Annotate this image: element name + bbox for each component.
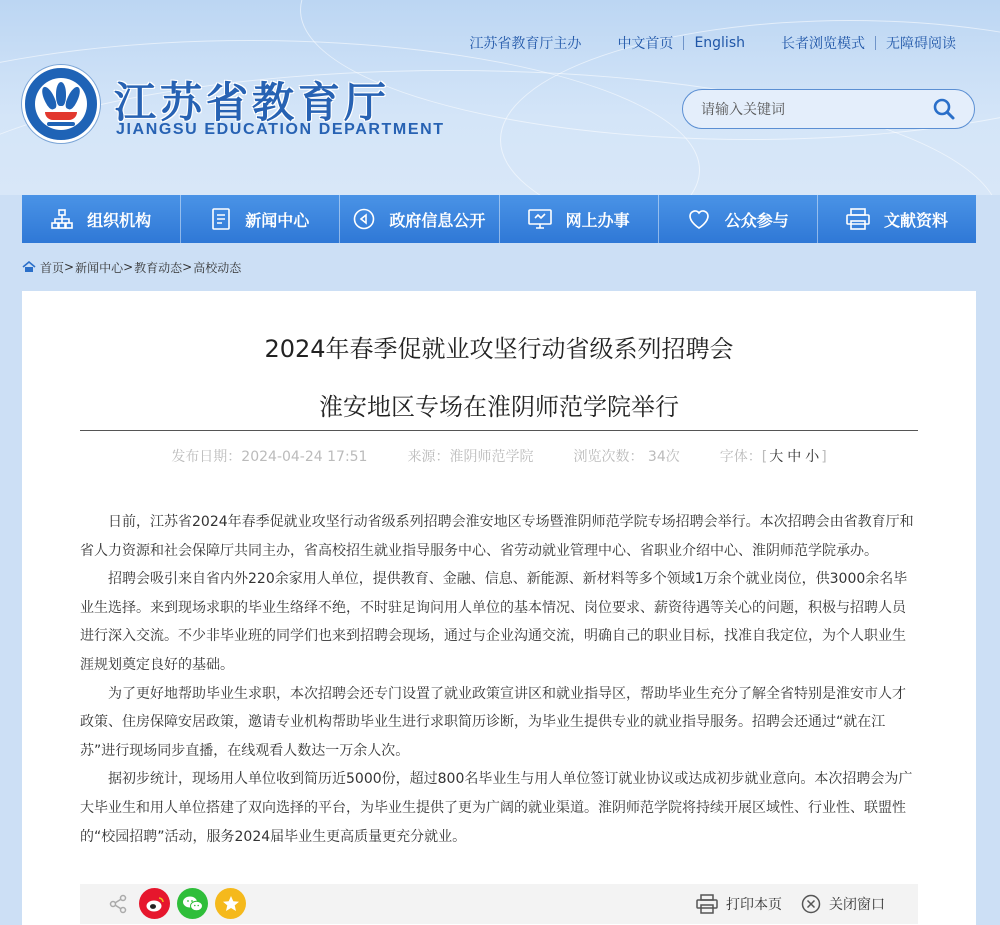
article-meta	[22, 446, 976, 466]
nav-item-news[interactable]	[181, 195, 340, 243]
font-large-button[interactable]: 大	[769, 449, 784, 465]
main-nav	[22, 195, 976, 243]
org-chart-icon	[51, 208, 73, 230]
breadcrumb-news-center[interactable]: 新闻中心	[75, 260, 124, 275]
site-subtitle: JIANGSU EDUCATION DEPARTMENT	[116, 121, 445, 138]
chinese-home-link[interactable]: 中文首页	[617, 36, 674, 52]
article-source: 来源：淮阴师范学院	[407, 449, 534, 465]
nav-item-gov-info[interactable]	[340, 195, 499, 243]
article-paragraph: 招聘会吸引来自省内外220余家用人单位，提供教育、金融、信息、新能源、新材料等多个领域1万余个就业岗位，供3000余名毕业生选择。来到现场求职的毕业生络绎不绝，不时驻足询问用人单位的基本情况、岗位要求、薪资待遇等关心的问题，积极与招聘人员进行深入交流。不少非毕业班的同学们也来到招聘会现场，通过与企业沟通交流，明确自己的职业目标，找准自我定位，为个人职业生涯规划奠定良好的基础。	[80, 571, 908, 673]
share-icon	[108, 894, 128, 914]
document-icon	[211, 208, 231, 230]
breadcrumb-home[interactable]: 首页	[40, 260, 65, 275]
wechat-share-button[interactable]	[177, 888, 208, 919]
article-paragraph: 据初步统计，现场用人单位收到简历近5000份，超过800名毕业生与用人单位签订就业协议或达成初步就业意向。本次招聘会为广大毕业生和用人单位搭建了双向选择的平台，为毕业生提供了更为广阔的就业渠道。淮阴师范学院将持续开展区域性、行业性、联盟性的“校园招聘”活动，服务2024届毕业生更高质量更充分就业。	[80, 771, 913, 845]
nav-item-public-participation[interactable]	[659, 195, 818, 243]
nav-label: 新闻中心	[245, 210, 310, 230]
host-link[interactable]: 江苏省教育厅主办	[469, 36, 582, 52]
english-link[interactable]: English	[694, 35, 745, 51]
weibo-icon	[145, 895, 165, 913]
site-title[interactable]: 江苏省教育厅	[114, 78, 391, 127]
publish-date: 发布日期：2024-04-24 17:51	[171, 449, 368, 465]
font-medium-button[interactable]: 中	[787, 449, 802, 465]
print-label: 打印本页	[726, 897, 782, 913]
font-size-label: 字体：[	[719, 449, 768, 465]
weibo-share-button[interactable]	[139, 888, 170, 919]
article-panel	[22, 291, 976, 925]
star-icon	[222, 895, 240, 913]
print-page-button[interactable]	[696, 893, 782, 915]
wechat-icon	[182, 895, 204, 913]
search-box	[682, 89, 975, 129]
nav-label: 文献资料	[883, 210, 948, 230]
breadcrumb-university-news[interactable]: 高校动态	[193, 260, 242, 275]
department-logo-icon[interactable]	[22, 65, 100, 143]
nav-label: 公众参与	[724, 210, 789, 230]
article-paragraph: 日前，江苏省2024年春季促就业攻坚行动省级系列招聘会淮安地区专场暨淮阴师范学院专场招聘会举行。本次招聘会由省教育厅和省人力资源和社会保障厅共同主办，省高校招生就业指导服务中心、省劳动就业管理中心、省职业介绍中心、淮阴师范学院承办。	[80, 514, 914, 559]
nav-label: 网上办事	[565, 210, 630, 230]
breadcrumb-separator: >	[123, 260, 134, 274]
top-links	[459, 34, 966, 52]
qzone-share-button[interactable]	[215, 888, 246, 919]
printer-icon	[846, 208, 870, 230]
accessibility-link[interactable]: 无障碍阅读	[886, 36, 956, 52]
nav-item-online-service[interactable]	[500, 195, 659, 243]
home-icon	[22, 261, 36, 273]
broadcast-icon	[353, 208, 375, 230]
close-label: 关闭窗口	[829, 897, 885, 913]
article-paragraph: 为了更好地帮助毕业生求职，本次招聘会还专门设置了就业政策宣讲区和就业指导区，帮助毕业生充分了解全省特别是淮安市人才政策、住房保障安居政策，邀请专业机构帮助毕业生进行求职简历诊断，为毕业生提供专业的就业指导服务。招聘会还通过“就在江苏”进行现场同步直播，在线观看人数达一万余人次。	[80, 685, 906, 759]
printer-icon	[696, 894, 718, 914]
breadcrumb-separator: >	[182, 260, 193, 274]
breadcrumb-separator: >	[64, 260, 75, 274]
nav-item-organization[interactable]	[22, 195, 181, 243]
nav-item-documents[interactable]	[818, 195, 976, 243]
title-divider	[80, 430, 918, 431]
monitor-icon	[528, 208, 552, 230]
article-title-line2: 淮安地区专场在淮阴师范学院举行	[319, 393, 679, 421]
font-small-button[interactable]: 小	[805, 449, 820, 465]
search-input[interactable]	[701, 99, 921, 121]
close-icon	[801, 894, 821, 914]
font-size-control	[720, 446, 827, 466]
elder-mode-link[interactable]: 长者浏览模式	[781, 36, 865, 52]
breadcrumb	[22, 259, 241, 275]
view-count: 浏览次数： 34次	[573, 449, 680, 465]
breadcrumb-education-news[interactable]: 教育动态	[134, 260, 183, 275]
search-icon[interactable]	[932, 97, 956, 121]
nav-label: 政府信息公开	[389, 210, 486, 230]
heart-icon	[687, 208, 711, 230]
nav-label: 组织机构	[87, 210, 152, 230]
share-bar	[80, 884, 918, 924]
close-window-button[interactable]	[801, 893, 885, 915]
article-body	[80, 508, 918, 851]
article-title-line1: 2024年春季促就业攻坚行动省级系列招聘会	[264, 335, 734, 363]
font-size-bracket: ]	[821, 449, 827, 465]
